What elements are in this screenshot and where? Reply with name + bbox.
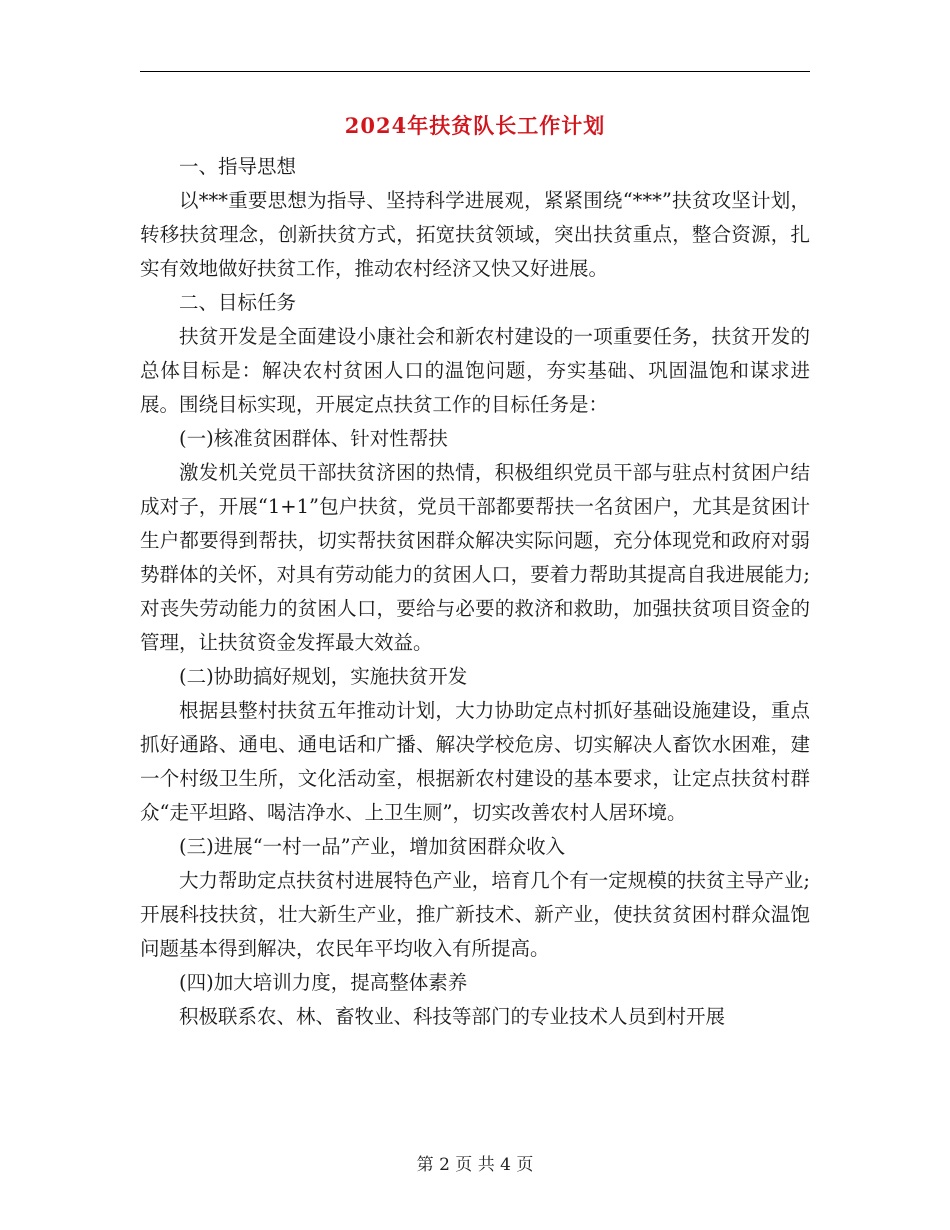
- subsection-heading: (四)加大培训力度，提高整体素养: [179, 971, 468, 994]
- paragraph: 根据县整村扶贫五年推动计划，大力协助定点村抓好基础设施建设，重点抓好通路、通电、通电话和广播、解决学校危房、切实解决人畜饮水困难，建一个村级卫生所，文化活动室，根据新农村建设的基本要求，让定点扶贫村群众“走平坦路、喝洁净水、上卫生厕”，切实改善农村人居环境。: [140, 699, 810, 824]
- paragraph: 大力帮助定点扶贫村进展特色产业，培育几个有一定规模的扶贫主导产业;开展科技扶贫，壮大新生产业，推广新技术、新产业，使扶贫贫困村群众温饱问题基本得到解决，农民年平均收入有所提高。: [140, 869, 810, 960]
- document-title: 2024年扶贫队长工作计划: [344, 113, 606, 138]
- subsection-heading: (一)核准贫困群体、针对性帮扶: [179, 427, 448, 450]
- section-heading: 二、目标任务: [179, 291, 297, 314]
- paragraph: 以***重要思想为指导、坚持科学进展观，紧紧围绕“***”扶贫攻坚计划，转移扶贫理念，创新扶贫方式，拓宽扶贫领域，突出扶贫重点，整合资源，扎实有效地做好扶贫工作，推动农村经济又快又好进展。: [140, 189, 810, 280]
- paragraph: 扶贫开发是全面建设小康社会和新农村建设的一项重要任务，扶贫开发的总体目标是：解决农村贫困人口的温饱问题，夯实基础、巩固温饱和谋求进展。围绕目标实现，开展定点扶贫工作的目标任务是：: [140, 325, 810, 416]
- subsection-heading: (三)进展“一村一品”产业，增加贫困群众收入: [179, 835, 566, 858]
- header-rule: [140, 71, 810, 72]
- subsection-heading: (二)协助搞好规划，实施扶贫开发: [179, 665, 468, 688]
- page-number-footer: 第 2 页 共 4 页: [416, 1155, 534, 1175]
- paragraph: 积极联系农、林、畜牧业、科技等部门的专业技术人员到村开展: [179, 1005, 726, 1028]
- document-body: [140, 150, 810, 1034]
- section-heading: 一、指导思想: [179, 155, 297, 178]
- paragraph: 激发机关党员干部扶贫济困的热情，积极组织党员干部与驻点村贫困户结成对子，开展“1+1”包户扶贫，党员干部都要帮扶一名贫困户，尤其是贫困计生户都要得到帮扶，切实帮扶贫困群众解决实际问题，充分体现党和政府对弱势群体的关怀，对具有劳动能力的贫困人口，要着力帮助其提高自我进展能力;对丧失劳动能力的贫困人口，要给与必要的救济和救助，加强扶贫项目资金的管理，让扶贫资金发挥最大效益。: [140, 461, 810, 654]
